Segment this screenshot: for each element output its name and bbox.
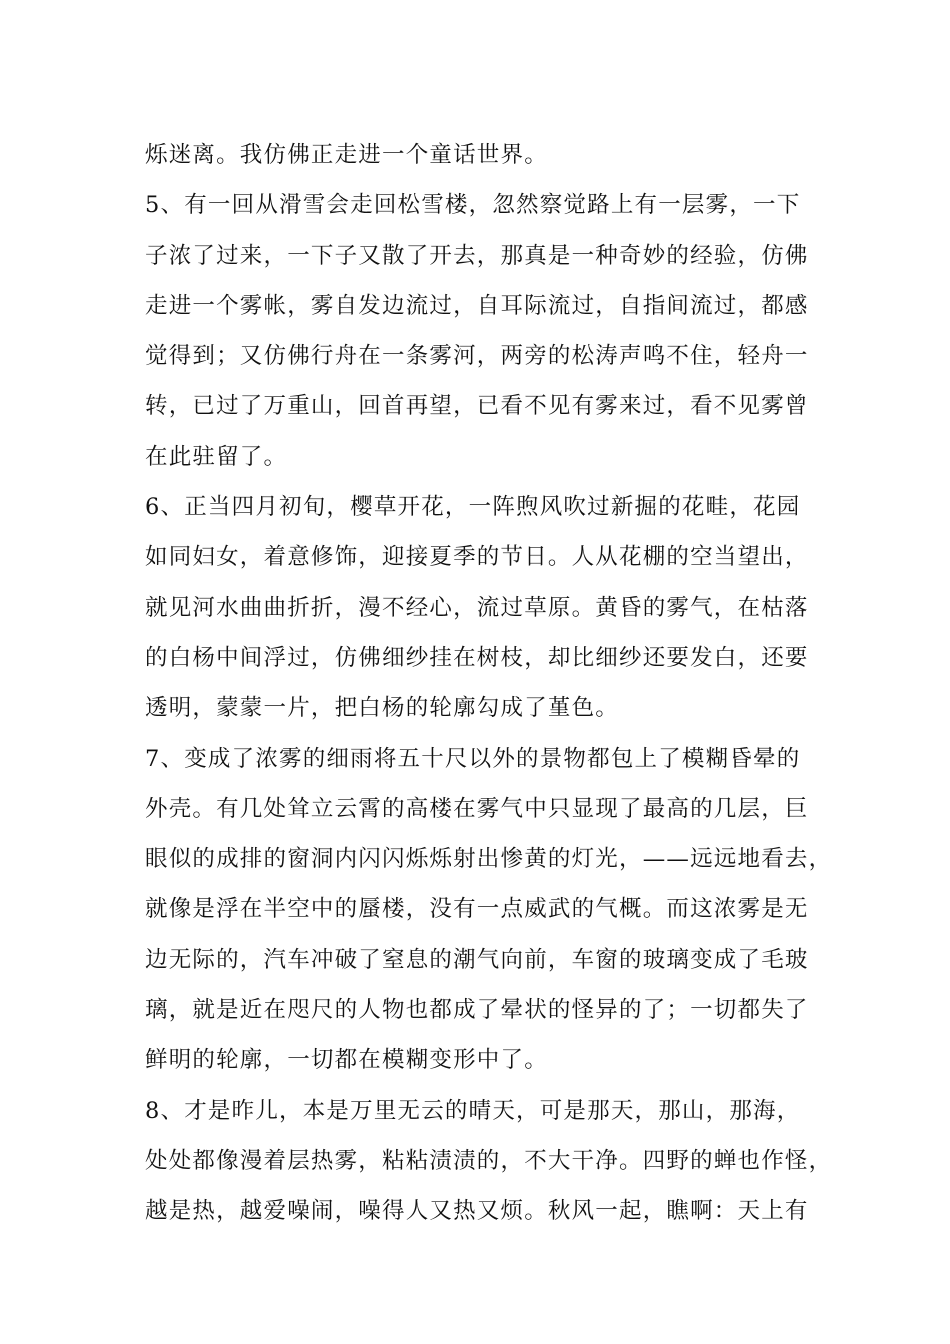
text-line: 7、变成了浓雾的细雨将五十尺以外的景物都包上了模糊昏晕的 <box>145 745 801 772</box>
text-line: 子浓了过来，一下子又散了开去，那真是一种奇妙的经验，仿佛 <box>145 242 809 269</box>
text-line: 就像是浮在半空中的蜃楼，没有一点威武的气概。而这浓雾是无 <box>145 896 809 923</box>
text-line: 鲜明的轮廓，一切都在模糊变形中了。 <box>145 1047 548 1074</box>
text-line: 如同妇女，着意修饰，迎接夏季的节日。人从花棚的空当望出， <box>145 544 809 571</box>
text-line: 就见河水曲曲折折，漫不经心，流过草原。黄昏的雾气，在枯落 <box>145 594 809 621</box>
text-line: 边无际的，汽车冲破了窒息的潮气向前，车窗的玻璃变成了毛玻 <box>145 946 809 973</box>
document-body <box>145 130 835 1237</box>
text-line: 处处都像漫着层热雾，粘粘渍渍的，不大干净。四野的蝉也作怪， <box>145 1147 833 1174</box>
text-line: 在此驻留了。 <box>145 443 288 470</box>
text-line: 透明，蒙蒙一片，把白杨的轮廓勾成了堇色。 <box>145 695 620 722</box>
text-line: 烁迷离。我仿佛正走进一个童话世界。 <box>145 142 548 168</box>
text-line: 8、才是昨儿，本是万里无云的晴天，可是那天，那山，那海， <box>145 1097 801 1124</box>
text-line: 璃，就是近在咫尺的人物也都成了晕状的怪异的了；一切都失了 <box>145 997 809 1024</box>
text-line: 走进一个雾帐，雾自发边流过，自耳际流过，自指间流过，都感 <box>145 292 809 319</box>
text-line: 越是热，越爱噪闹，噪得人又热又烦。秋风一起，瞧啊：天上有 <box>145 1198 809 1225</box>
text-line: 5、有一回从滑雪会走回松雪楼，忽然察觉路上有一层雾，一下 <box>145 192 801 219</box>
text-line: 6、正当四月初旬，樱草开花，一阵煦风吹过新掘的花畦，花园 <box>145 494 801 521</box>
text-line: 外壳。有几处耸立云霄的高楼在雾气中只显现了最高的几层，巨 <box>145 795 809 822</box>
text-line: 转，已过了万重山，回首再望，已看不见有雾来过，看不见雾曾 <box>145 393 809 420</box>
text-line: 眼似的成排的窗洞内闪闪烁烁射出惨黄的灯光，——远远地看去， <box>145 846 833 873</box>
text-line: 的白杨中间浮过，仿佛细纱挂在树枝，却比细纱还要发白，还要 <box>145 644 809 671</box>
text-line: 觉得到；又仿佛行舟在一条雾河，两旁的松涛声鸣不住，轻舟一 <box>145 343 809 370</box>
